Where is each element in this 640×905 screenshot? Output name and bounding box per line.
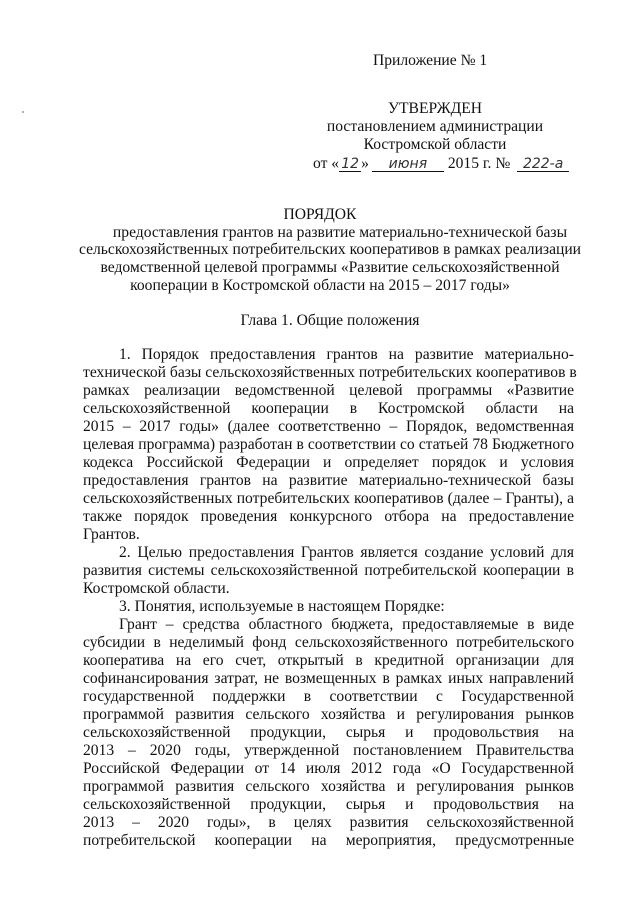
body-line: программой развития сельского хозяйства и регулирования рынков (83, 778, 574, 795)
body-line: сельскохозяйственных потребительских кооперативов (далее – Гранты), а (83, 490, 574, 507)
body-line: Костромской области. (83, 580, 230, 597)
body-line: сельскохозяйственной кооперации в Костромской области на (83, 400, 574, 417)
subtitle-line: кооперации в Костромской области на 2015 – 2017 годы» (130, 277, 510, 294)
body-line: 2013 – 2020 годы», в целях развития сельскохозяйственной (83, 814, 574, 831)
body-line: 2015 – 2017 годы» (далее соответственно – Порядок, ведомственная (83, 418, 574, 435)
approval-title: УТВЕРЖДЕН (387, 100, 482, 117)
subtitle-line: ведомственной целевой программы «Развитие сельскохозяйственной (100, 259, 560, 276)
approval-line-2: Костромской области (363, 136, 507, 153)
body-line: государственной поддержки в соответствии с Государственной (83, 688, 574, 705)
scan-speck (22, 111, 24, 113)
body-line: 2013 – 2020 годы, утвержденной постановлением Правительства (83, 742, 574, 759)
body-line: технической базы сельскохозяйственных потребительских кооперативов в (83, 364, 577, 381)
body-line: 3. Понятия, используемые в настоящем Порядке: (119, 598, 445, 615)
chapter-heading: Глава 1. Общие положения (240, 312, 420, 329)
body-line: целевая программа) разработан в соответствии со статьей 78 Бюджетного (83, 436, 574, 453)
subtitle-line: предоставления грантов на развитие материально-технической базы (112, 224, 568, 241)
body-line: 1. Порядок предоставления грантов на развитие материально- (119, 346, 574, 363)
date-month: июня (372, 157, 444, 172)
body-line: сельскохозяйственной продукции, сырья и продовольствия на (83, 724, 574, 741)
body-line: 2. Целью предоставления Грантов является создание условий для (119, 544, 574, 561)
body-line: сельскохозяйственной продукции, сырья и продовольствия на (83, 796, 574, 813)
body-line: предоставления грантов на развитие материально-технической базы (83, 472, 574, 489)
document-title: ПОРЯДОК (283, 206, 357, 223)
document-number: 222-а (517, 157, 569, 172)
body-line: также порядок проведения конкурсного отбора на предоставление (83, 508, 574, 525)
date-day: 12 (339, 157, 361, 172)
appendix-label: Приложение № 1 (373, 52, 488, 69)
date-mid: » (361, 155, 369, 172)
date-prefix: от « (313, 155, 340, 172)
body-line: кооператива на его счет, открытый в кредитной организации для (83, 652, 574, 669)
body-line: Грантов. (83, 526, 140, 543)
body-line: программой развития сельского хозяйства и регулирования рынков (83, 706, 574, 723)
body-line: развития системы сельскохозяйственной потребительской кооперации в (83, 562, 574, 579)
body-line: потребительской кооперации на мероприятия, предусмотренные (83, 832, 574, 849)
body-line: софинансирования затрат, не возмещенных в рамках иных направлений (83, 670, 574, 687)
body-line: кодекса Российской Федерации и определяет порядок и условия (83, 454, 574, 471)
body-line: Российской Федерации от 14 июля 2012 года «О Государственной (83, 760, 574, 777)
date-year: 2015 г. № (447, 155, 511, 172)
subtitle-line: сельскохозяйственных потребительских кооперативов в рамках реализации (78, 241, 582, 258)
body-line: Грант – средства областного бюджета, предоставляемые в виде (119, 616, 574, 633)
body-line: субсидии в неделимый фонд сельскохозяйственного потребительского (83, 634, 574, 651)
approval-line-1: постановлением администрации (326, 118, 544, 135)
body-line: рамках реализации ведомственной целевой программы «Развитие (83, 382, 574, 399)
approval-date-line (313, 155, 569, 173)
